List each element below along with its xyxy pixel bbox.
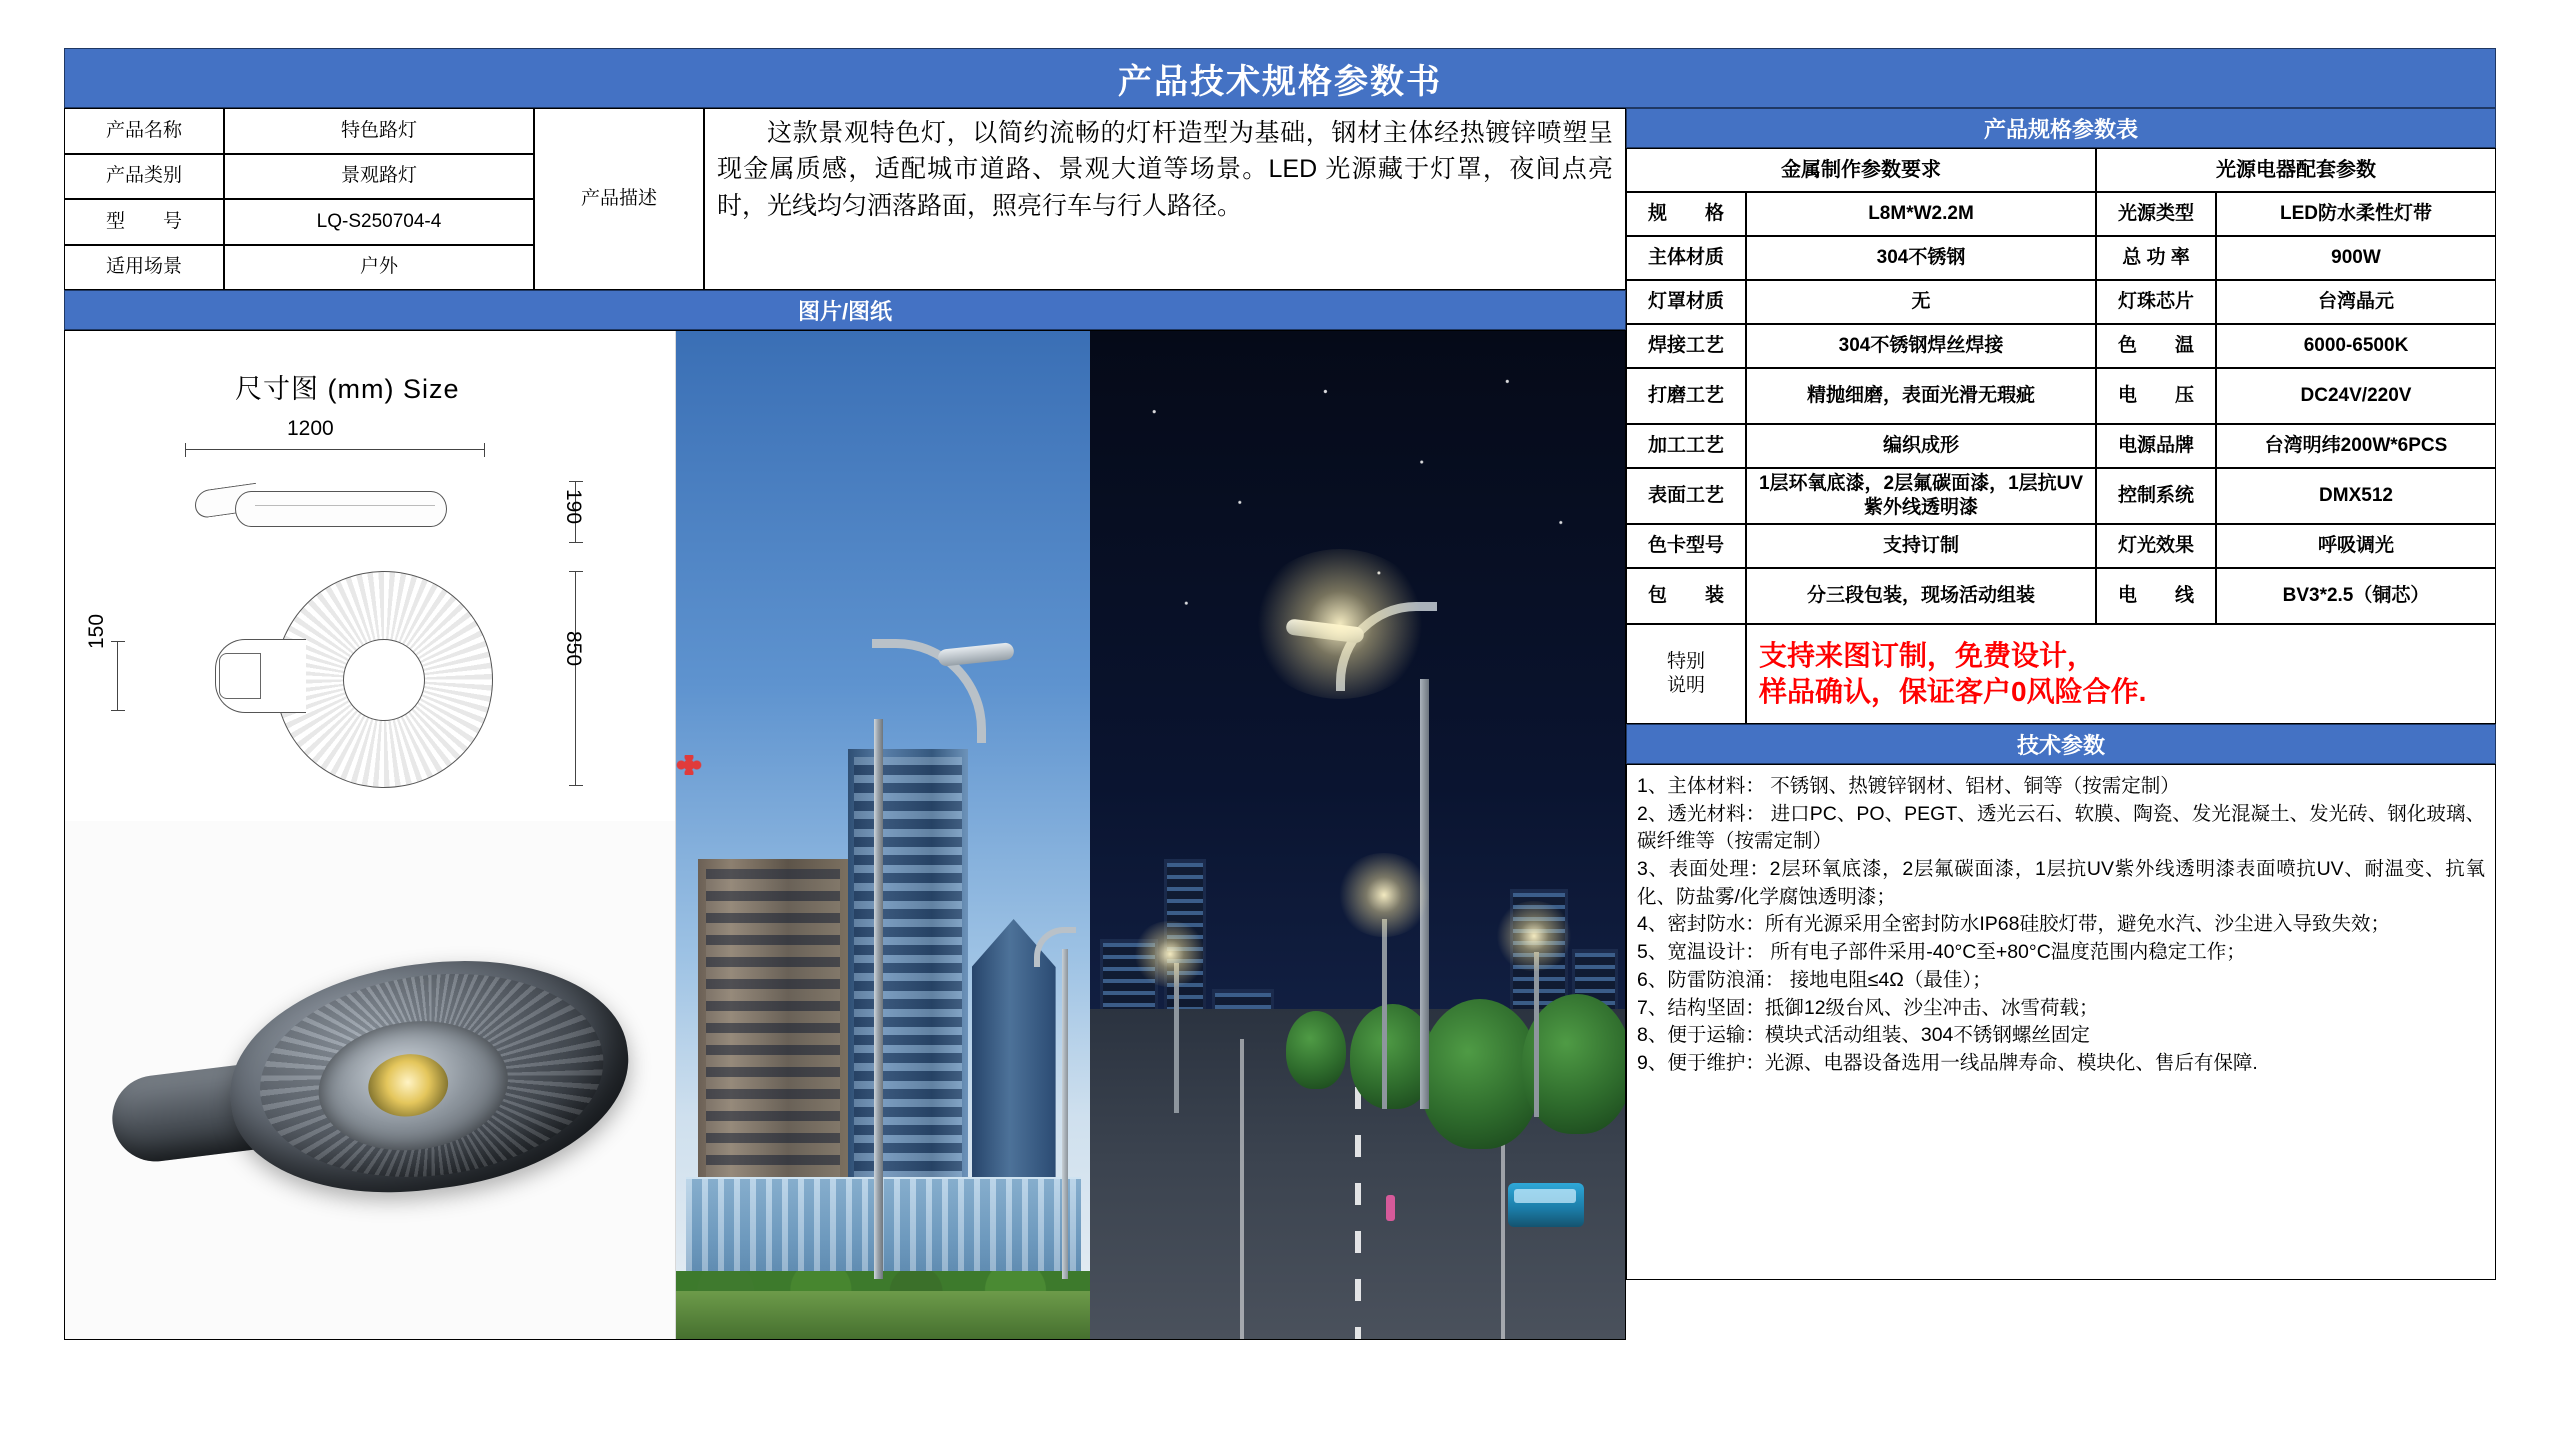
content-area xyxy=(64,108,2496,1340)
pictures-band-title: 图片/图纸 xyxy=(64,290,1626,330)
info-value: 户外 xyxy=(224,245,534,291)
info-value: 景观路灯 xyxy=(224,154,534,200)
night-pole-small-3 xyxy=(1174,963,1179,1113)
spec-value: DMX512 xyxy=(2216,468,2496,524)
building-tower-a xyxy=(698,859,848,1219)
table-row xyxy=(1626,192,2496,236)
spec-key: 色 温 xyxy=(2096,324,2216,368)
daytime-render-photo xyxy=(676,331,1091,1339)
spec-key: 色卡型号 xyxy=(1626,524,1746,568)
tech-item: 9、便于维护：光源、电器设备选用一线品牌寿命、模块化、售后有保障. xyxy=(1637,1051,2258,1074)
spec-key: 灯罩材质 xyxy=(1626,280,1746,324)
building-tower-b xyxy=(848,749,968,1219)
product-info-rows xyxy=(64,108,534,290)
info-value: 特色路灯 xyxy=(224,108,534,154)
night-streetlight-pole xyxy=(1420,679,1429,1109)
spec-value: 304不锈钢焊丝焊接 xyxy=(1746,324,2096,368)
table-row xyxy=(1626,368,2496,424)
special-note-row xyxy=(1626,624,2496,724)
table-row xyxy=(1626,468,2496,524)
left-column xyxy=(64,108,1626,1340)
spec-key: 加工工艺 xyxy=(1626,424,1746,468)
spec-value: DC24V/220V xyxy=(2216,368,2496,424)
dimension-drawing-pane xyxy=(65,331,676,1339)
special-note-line-1: 支持来图订制，免费设计， xyxy=(1759,639,2096,671)
table-row xyxy=(1626,568,2496,624)
table-row xyxy=(64,154,534,200)
spec-subheader-light: 光源电器配套参数 xyxy=(2096,148,2496,192)
daytime-ground xyxy=(676,1291,1091,1339)
spec-value: 编织成形 xyxy=(1746,424,2096,468)
lamp-top-connector-shape xyxy=(219,653,261,699)
spec-sheet xyxy=(64,48,2496,1400)
spec-value: LED防水柔性灯带 xyxy=(2216,192,2496,236)
spec-key: 主体材质 xyxy=(1626,236,1746,280)
table-row xyxy=(1626,324,2496,368)
spec-key: 表面工艺 xyxy=(1626,468,1746,524)
table-row xyxy=(64,199,534,245)
tech-item: 2、透光材料： 进口PC、PO、PEGT、透光云石、软膜、陶瓷、发光混凝土、发光砖、钢化玻璃、碳纤维等（按需定制） xyxy=(1637,802,2485,853)
spec-key: 总 功 率 xyxy=(2096,236,2216,280)
red-marker-icon xyxy=(676,755,702,775)
spec-value: 304不锈钢 xyxy=(1746,236,2096,280)
tech-params-body xyxy=(1626,764,2496,1280)
spec-value: 900W xyxy=(2216,236,2496,280)
special-note-label-line1: 特别 xyxy=(1666,651,1705,673)
spec-value: 精抛细磨，表面光滑无瑕疵 xyxy=(1746,368,2096,424)
tech-item: 4、密封防水：所有光源采用全密封防水IP68硅胶灯带，避免水汽、沙尘进入导致失效； xyxy=(1637,913,2390,936)
lamp-top-inner-shape xyxy=(343,639,425,721)
table-row xyxy=(1626,424,2496,468)
bus-vehicle xyxy=(1508,1183,1584,1227)
spec-subheader-row xyxy=(1626,148,2496,192)
spec-key: 光源类型 xyxy=(2096,192,2216,236)
table-row xyxy=(64,108,534,154)
spec-key: 电 线 xyxy=(2096,568,2216,624)
tech-item: 1、主体材料： 不锈钢、热镀锌钢材、铝材、铜等（按需定制） xyxy=(1637,775,2180,797)
dimension-drawing xyxy=(65,331,675,821)
spec-value: L8M*W2.2M xyxy=(1746,192,2096,236)
tree-4 xyxy=(1286,1011,1346,1089)
spec-value: 无 xyxy=(1746,280,2096,324)
spec-value: 台湾晶元 xyxy=(2216,280,2496,324)
lamp-top-view xyxy=(215,571,495,786)
page-title: 产品技术规格参数书 xyxy=(64,48,2496,108)
spec-value: BV3*2.5（铜芯） xyxy=(2216,568,2496,624)
spec-key: 规 格 xyxy=(1626,192,1746,236)
night-pole-small-2 xyxy=(1534,952,1539,1117)
lamp-side-view xyxy=(195,481,455,533)
tech-item: 8、便于运输：模块式活动组装、304不锈钢螺丝固定 xyxy=(1637,1024,2090,1047)
drawing-title: 尺寸图 (mm) Size xyxy=(235,374,460,404)
images-row xyxy=(64,330,1626,1340)
spec-value: 6000-6500K xyxy=(2216,324,2496,368)
spec-key: 包 装 xyxy=(1626,568,1746,624)
spec-key: 灯光效果 xyxy=(2096,524,2216,568)
lamp-ridge-line xyxy=(255,505,435,506)
lamp-body-shape xyxy=(235,491,447,527)
table-row xyxy=(64,245,534,291)
special-note-text xyxy=(1746,624,2496,724)
right-column xyxy=(1626,108,2496,1280)
pedestrian-figure xyxy=(1386,1195,1395,1221)
spec-key: 电 压 xyxy=(2096,368,2216,424)
nighttime-render-photo xyxy=(1090,331,1625,1339)
dimension-width-label: 1200 xyxy=(287,417,334,440)
height-dimension-line-150 xyxy=(117,641,118,711)
dimension-150-label: 150 xyxy=(85,613,108,649)
info-label: 产品类别 xyxy=(64,154,224,200)
table-row xyxy=(1626,280,2496,324)
spec-key: 焊接工艺 xyxy=(1626,324,1746,368)
night-pole-small-1 xyxy=(1382,919,1387,1109)
streetlight-pole-secondary xyxy=(1062,949,1068,1279)
spec-key: 打磨工艺 xyxy=(1626,368,1746,424)
dimension-850-label: 850 xyxy=(562,631,585,667)
special-note-line-2: 样品确认，保证客户0风险合作. xyxy=(1759,676,2147,707)
streetlight-pole-main xyxy=(874,719,883,1279)
tech-params-title: 技术参数 xyxy=(1626,724,2496,764)
dimension-190-label: 190 xyxy=(562,489,585,525)
tech-item: 6、防雷防浪涌： 接地电阻≤4Ω（最佳）； xyxy=(1637,968,1992,991)
tech-item: 3、表面处理：2层环氧底漆，2层氟碳面漆，1层抗UV紫外线透明漆表面喷抗UV、耐温变、抗氧化、防盐雾/化学腐蚀透明漆； xyxy=(1637,858,2485,908)
special-note-label xyxy=(1626,624,1746,724)
product-info-table xyxy=(64,108,1626,290)
road-edge-left xyxy=(1240,1039,1244,1339)
spec-value: 支持订制 xyxy=(1746,524,2096,568)
lamp-photo-illustration xyxy=(98,940,642,1232)
table-row xyxy=(1626,524,2496,568)
special-note-label-line2: 说明 xyxy=(1666,675,1705,696)
info-value: LQ-S250704-4 xyxy=(224,199,534,245)
spec-value: 台湾明纬200W*6PCS xyxy=(2216,424,2496,468)
spec-value: 呼吸调光 xyxy=(2216,524,2496,568)
height-dimension-line-850 xyxy=(575,571,576,786)
description-text: 这款景观特色灯，以简约流畅的灯杆造型为基础，钢材主体经热镀锌喷塑呈现金属质感，适配城市道路、景观大道等场景。LED 光源藏于灯罩，夜间点亮时，光线均匀洒落路面，照亮行车与行人路径。 xyxy=(704,108,1626,290)
spec-key: 电源品牌 xyxy=(2096,424,2216,468)
spec-key: 控制系统 xyxy=(2096,468,2216,524)
info-label: 适用场景 xyxy=(64,245,224,291)
spec-subheader-metal: 金属制作参数要求 xyxy=(1626,148,2096,192)
lamp-product-photo xyxy=(65,821,675,1339)
tech-item: 7、结构坚固：抵御12级台风、沙尘冲击、冰雪荷载； xyxy=(1637,996,2099,1019)
tech-item: 5、宽温设计： 所有电子部件采用-40°C至+80°C温度范围内稳定工作； xyxy=(1637,941,2246,964)
spec-key: 灯珠芯片 xyxy=(2096,280,2216,324)
info-label: 型 号 xyxy=(64,199,224,245)
width-dimension-line xyxy=(185,449,485,450)
spec-table-title: 产品规格参数表 xyxy=(1626,108,2496,148)
info-label: 产品名称 xyxy=(64,108,224,154)
description-label: 产品描述 xyxy=(534,108,704,290)
spec-value: 分三段包装，现场活动组装 xyxy=(1746,568,2096,624)
spec-value: 1层环氧底漆，2层氟碳面漆，1层抗UV紫外线透明漆 xyxy=(1746,468,2096,524)
table-row xyxy=(1626,236,2496,280)
